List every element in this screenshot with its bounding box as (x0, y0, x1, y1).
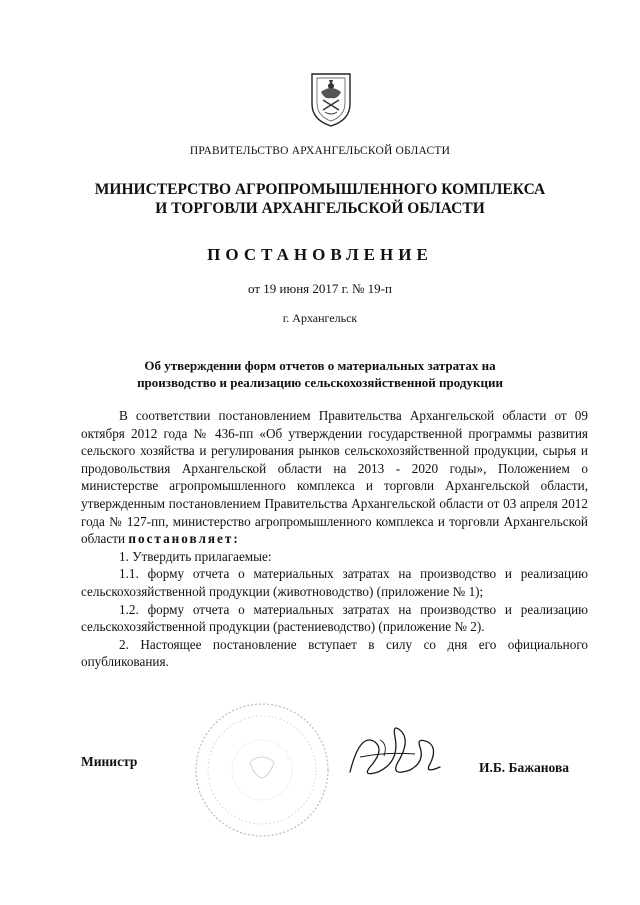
signatory-position: Министр (81, 754, 138, 769)
subject-line1: Об утверждении форм отчетов о материальных затратах на (144, 358, 496, 373)
city: г. Архангельск (282, 311, 358, 325)
coat-of-arms-icon (309, 70, 353, 128)
ministry-name-line1: МИНИСТЕРСТВО АГРОПРОМЫШЛЕННОГО КОМПЛЕКСА (94, 181, 546, 198)
government-name: ПРАВИТЕЛЬСТВО АРХАНГЕЛЬСКОЙ ОБЛАСТИ (189, 145, 451, 157)
date-and-number: от 19 июня 2017 г. № 19-п (248, 281, 392, 296)
ministry-name (0, 180, 640, 218)
document-subject (0, 357, 640, 391)
signatory-name: И.Б. Бажанова (479, 760, 569, 775)
item-1: 1. Утвердить прилагаемые: (119, 548, 272, 564)
ministry-name-line2: И ТОРГОВЛИ АРХАНГЕЛЬСКОЙ ОБЛАСТИ (155, 200, 485, 217)
item-2: 2. Настоящее постановление вступает в силу со дня его официального опубликования. (81, 636, 588, 670)
handwritten-signature-icon (340, 712, 450, 792)
preamble-text: В соответствии постановлением Правительства Архангельской области от 09 октября 2012 года № 436-пп «Об утверждении государственной программы развития сельского хозяйства и регулирования рынков сельскохозяйственной продукции, сырья и продовольствия Архангельской области на 2013 - 2020 годы», Положением о министерстве агропромышленного комплекса и торговли Архангельской области, утвержденным постановлением Правительства Архангельской области от 03 апреля 2012 года № 127-пп, министерство агропромышленного комплекса и торговли Архангельской области (81, 408, 588, 547)
item-1-1: 1.1. форму отчета о материальных затратах на производство и реализацию сельскохозяйственной продукции (животноводство) (приложение № 1); (81, 566, 588, 599)
decree-word: постановляет: (128, 531, 240, 547)
item-1-2: 1.2. форму отчета о материальных затратах на производство и реализацию сельскохозяйственной продукции (растениеводство) (приложение № 2). (81, 601, 588, 635)
subject-line2: производство и реализацию сельскохозяйственной продукции (137, 375, 503, 390)
document-body (81, 407, 588, 671)
document-type: ПОСТАНОВЛЕНИЕ (207, 245, 433, 264)
preamble-paragraph (81, 407, 588, 548)
official-seal-icon (192, 700, 332, 840)
